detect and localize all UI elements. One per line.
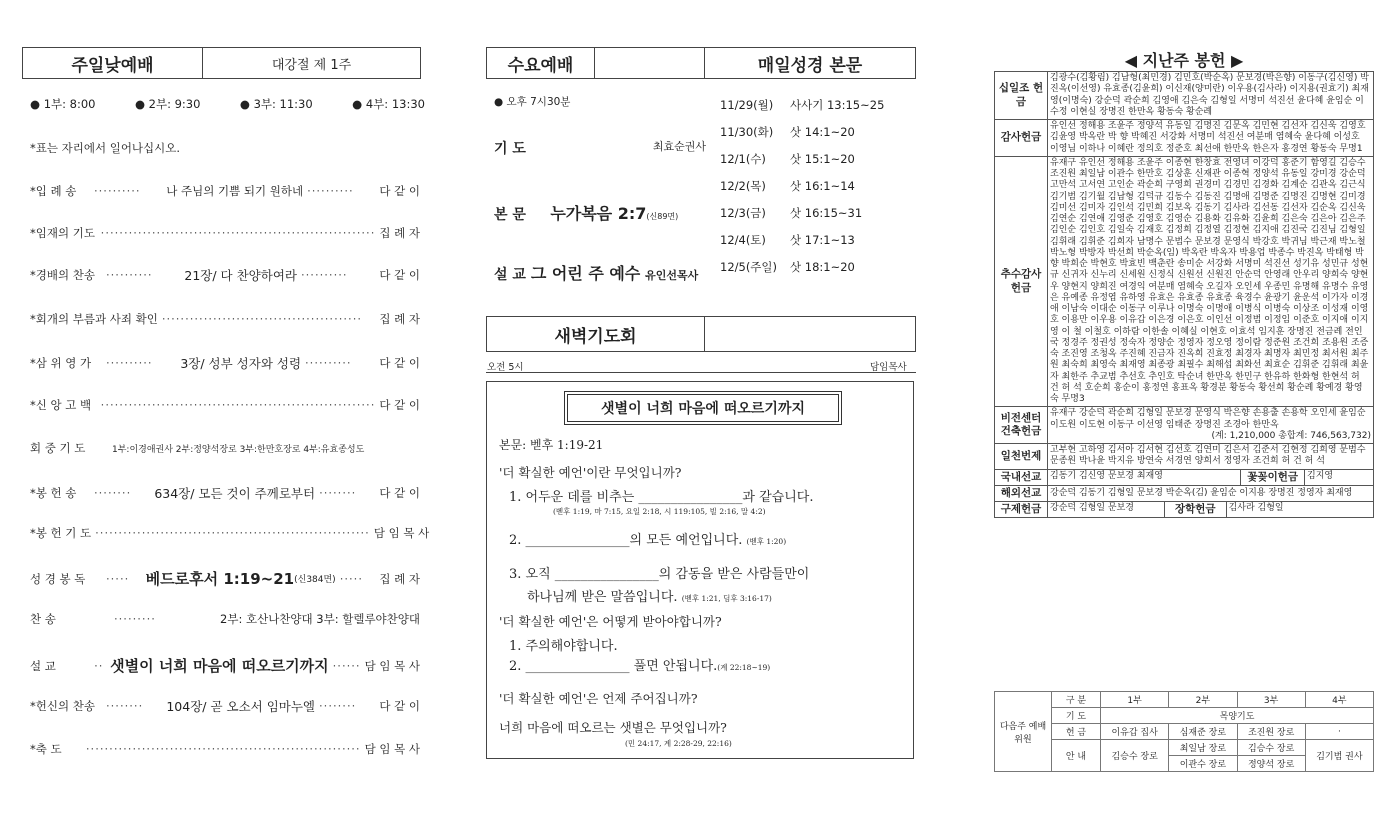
daily-row: 12/1(수) 삿 15:1~20 (720, 152, 855, 166)
wed-text: 본 문 누가복음 2:7(신89면) (494, 204, 679, 223)
dawn-who: 담임목사 (870, 362, 907, 373)
notes-a2: 2. ________________의 모든 예언입니다. (벧후 1:20) (509, 533, 787, 548)
order-item: *신 앙 고 백 ··························································· 다 같 이 (30, 398, 420, 412)
sunday-title: 주일낮예배 (23, 48, 203, 78)
notes-q3: '더 확실한 예언'은 언제 주어집니까? (499, 691, 698, 706)
order-item: *봉 헌 기 도 ··························································· 담 임 목 사 (30, 526, 430, 540)
time-1: ● 1부: 8:00 (30, 97, 96, 111)
sermon-notes (486, 381, 914, 759)
notes-q1: '더 확실한 예언'이란 무엇입니까? (499, 465, 682, 480)
offering-row: 감사헌금 유인선 정해용 조윤주 정양석 유동일 김명진 김문옥 김민현 김선자 김신욱 김영호 김윤영 박옥란 박 향 박혜진 서강화 서명미 석진선 여분매 염혜숙 윤다혜 이성호 이영님 이하나 이혜란 정의호 정준호 최선애 한만옥 한은자 홍경연 황동숙 무명1 (995, 120, 1374, 157)
season-label: 대강절 제 1주 (271, 57, 352, 73)
notes-q2: '더 확실한 예언'은 어떻게 받아야합니까? (499, 614, 722, 629)
notes-b2: 2. ________________ 풀면 안됩니다.(계 22:18~19) (509, 659, 771, 674)
time-2: ● 2부: 9:30 (134, 97, 201, 111)
order-item: 회 중 기 도 1부:이경애권사 2부:정양석장로 3부:한만호장로 4부:유효종성도 (30, 441, 365, 455)
offering-row: 추수감사 헌금 유재구 유인선 정해용 조윤주 이종현 한창효 전영녀 이강덕 홍준기 함영길 김승수 조진원 최일남 이관수 한만호 김상훈 신재관 이종혁 정양석 유동일 강미경 강순덕 고만석 고서연 고인순 곽순희 구영희 권경미 김경민 김경화 김계순 김관옥 김근식 김기범 김기월 김남형 김덕규 김동수 김동진 김명애 김명준 김명진 김명현 김미경 김미선 김미자 김인석 김민희 김보옥 김동기 김사라 김선동 김선자 김순옥 김신욱 김연순 김연애 김영준 김영호 김영순 김용화 김유화 김윤희 김은숙 김은아 김은주 김인순 김인호 김일숙 김재호 김정희 김정열 김정현 김지애 김진국 김진님 김형일 김휘래 김휘준 김희자 남명수 문범수 문보경 문영식 박강호 박귀님 박근재 박노철 박노형 박방자 박선희 박순옥(임) 박옥란 박옥자 박용업 박종수 박진옥 박태형 박 향 박희순 박현호 박효빈 백춘란 송미순 서강화 서명미 석진선 성기유 성민규 성현규 신귀자 신누리 신세원 신정식 신원선 신원진 안순덕 안영래 안우리 양희숙 양현우 양현지 양희진 여경익 여분매 염혜숙 오길자 오인세 우종민 유명해 유명수 유영은 유예종 유정엽 유하영 유효은 유효종 유효종 육경수 윤광기 윤운석 이가자 이경애 이남숙 이대순 이동구 이루나 이명숙 이명애 이병식 이병숙 이상조 이성재 이영호 이용만 이우용 이유갑 이은경 이은호 이인선 이정범 이정임 이준호 이지애 이지영 이 철 이철호 이하람 이한솔 이혜실 이현호 이효석 임지훈 장명진 전금례 전인국 정경주 정권성 정숙자 정양순 정영자 정오영 정이람 정준원 조건희 조용원 조증숙 조진영 조청옥 주진혜 진금자 진옥희 진효정 최경자 최명자 최민정 최서원 최주원 최숙희 최영숙 최재영 최종광 최필수 최해섭 최화선 최효순 김휘준 김휘래 최윤자 최한주 추교범 추선호 추인호 탁순녀 한만옥 한민구 한유하 한화형 한현석 허 건 허 석 호순희 홍순이 홍정연 홍표옥 황경분 황동숙 황선희 황순례 황예경 황영숙 무명3 (995, 156, 1374, 407)
order-item: *임재의 기도 ··························································· 집 례 자 (30, 226, 420, 240)
notes-ref: 본문: 벧후 1:19-21 (499, 438, 604, 452)
time-3: ● 3부: 11:30 (239, 97, 313, 111)
notes-q4: 너희 마음에 떠오르는 샛별은 무엇입니까? (499, 720, 727, 735)
order-item: 성 경 봉 독 ····· 베드로후서 1:19~21 (신384면) ····· 집 례 자 (30, 570, 421, 588)
notes-a1-ref: (벧후 1:19, 마 7:15, 요일 2:18, 시 119:105, 빌 2:16, 말 4:2) (553, 507, 766, 516)
offering-row: 국내선교 김동기 김신영 문보경 최재영 꽃꽂이헌금 김지영 (995, 469, 1374, 485)
order-item: *삼 위 영 가 ·········· 3장/ 성부 성자와 성령 ·········· 다 같 이 (30, 356, 421, 371)
notes-a3b: 하나님께 받은 말씀입니다. (벧후 1:21, 딤후 3:16-17) (527, 590, 772, 605)
order-item: 설 교 ·· 샛별이 너희 마음에 떠오르기까지 ······ 담 임 목 사 (30, 657, 420, 675)
notes-a3: 3. 오직 ________________의 감동을 받은 사람들만이 (509, 567, 810, 582)
dawn-header (486, 316, 916, 352)
offering-table (994, 71, 1374, 518)
daily-title: 매일성경 본문 (757, 55, 863, 76)
wed-prayer: 기 도 최효순권사 (494, 140, 706, 157)
daily-row: 12/2(목) 삿 16:1~14 (720, 179, 855, 193)
offering-row: 일천번제 고부현 고하영 김서아 김서현 김선호 김연미 김은서 김준서 김현정 김희영 문범수 문종원 박나윤 박지유 방연숙 서경연 양희서 정영자 조건희 허 건 허 석 (995, 444, 1374, 470)
committee-table: 다음주 예배위원 구 분 1부 2부 3부 4부 기 도 목양기도 헌 금 이유갑 집사 심재준 장로 조진원 장로 · 안 내 김승수 장로 최일남 장로 김승수 장로 김기범 권사 이관수 장로 정양석 장로 (994, 691, 1374, 772)
offering-title: ◀ 지난주 봉헌 ▶ (1124, 51, 1244, 70)
offering-row: 구제헌금 강순덕 김형일 문보경 장학헌금 김사라 김형일 (995, 501, 1374, 517)
service-times (30, 96, 425, 112)
dawn-title: 새벽기도회 (487, 317, 705, 351)
committee-label: 다음주 예배위원 (995, 692, 1052, 772)
offering-row: 비전센터 건축헌금 유재구 강순덕 곽순희 김형일 문보경 문영식 박은향 손용출 손용학 오인세 윤임순 이도원 이도현 이동구 이선영 임태준 장명진 조경아 한만옥 (계: 1,210,000 총합계: 746,563,732) (995, 407, 1374, 444)
offering-row: 해외선교 강순덕 김동기 김형일 문보경 박순옥(김) 윤임순 이지용 장명진 정영자 최재영 (995, 485, 1374, 501)
notes-b1: 1. 주의해야합니다. (509, 639, 618, 654)
wed-header (486, 47, 916, 79)
daily-row: 12/5(주일) 삿 18:1~20 (720, 260, 855, 274)
wed-time: ● 오후 7시30분 (494, 96, 571, 108)
order-item: *입 례 송 ·········· 나 주님의 기쁨 되기 원하네 ·········· 다 같 이 (30, 184, 420, 198)
dawn-time: 오전 5시 (487, 362, 524, 373)
wed-sermon: 설 교 그 어린 주 예수 유인선목사 (494, 264, 699, 283)
offering-row: 십일조 헌금 김광수(김황림) 김남형(최민경) 김민호(박순옥) 문보경(박은향) 이동구(김신영) 박진옥(이선영) 유효종(김윤희) 이신재(양미란) 이우용(김사라) 이지용(권효기) 최재영(이명숙) 강순덕 곽순희 김영애 김은숙 김형일 서명미 석진선 윤다혜 윤임순 이수정 이현실 장명진 한만옥 황동숙 황순례 (995, 72, 1374, 120)
notes-a1: 1. 어두운 데를 비추는 ________________과 같습니다. (509, 490, 814, 505)
daily-row: 11/29(월) 사사기 13:15~25 (720, 98, 885, 112)
order-item: 찬 송 ········· 2부: 호산나찬양대 3부: 할렐루야찬양대 (30, 612, 420, 626)
order-item: *축 도 ··························································· 담 임 목 사 (30, 742, 420, 756)
notes-q4-ref: (민 24:17, 계 2:28-29, 22:16) (625, 739, 732, 748)
order-item: *경배의 찬송 ·········· 21장/ 다 찬양하여라 ·········· 다 같 이 (30, 268, 421, 283)
daily-row: 12/4(토) 삿 17:1~13 (720, 233, 855, 247)
daily-row: 12/3(금) 삿 16:15~31 (720, 206, 863, 220)
standing-note: *표는 자리에서 일어나십시오. (30, 141, 181, 155)
daily-row: 11/30(화) 삿 14:1~20 (720, 125, 855, 139)
notes-title: 샛별이 너희 마음에 떠오르기까지 (567, 394, 839, 422)
wed-title: 수요예배 (487, 48, 595, 78)
time-4: ● 4부: 13:30 (352, 97, 425, 111)
order-item: *봉 헌 송 ········ 634장/ 모든 것이 주께로부터 ········ 다 같 이 (30, 486, 421, 501)
daily-list (720, 92, 884, 281)
sunday-header (22, 47, 421, 79)
order-item: *회개의 부름과 사죄 확인 ··········································· 집 례 자 (30, 312, 420, 326)
order-item: *헌신의 찬송 ········ 104장/ 곧 오소서 임마누엘 ········ 다 같 이 (30, 699, 420, 714)
